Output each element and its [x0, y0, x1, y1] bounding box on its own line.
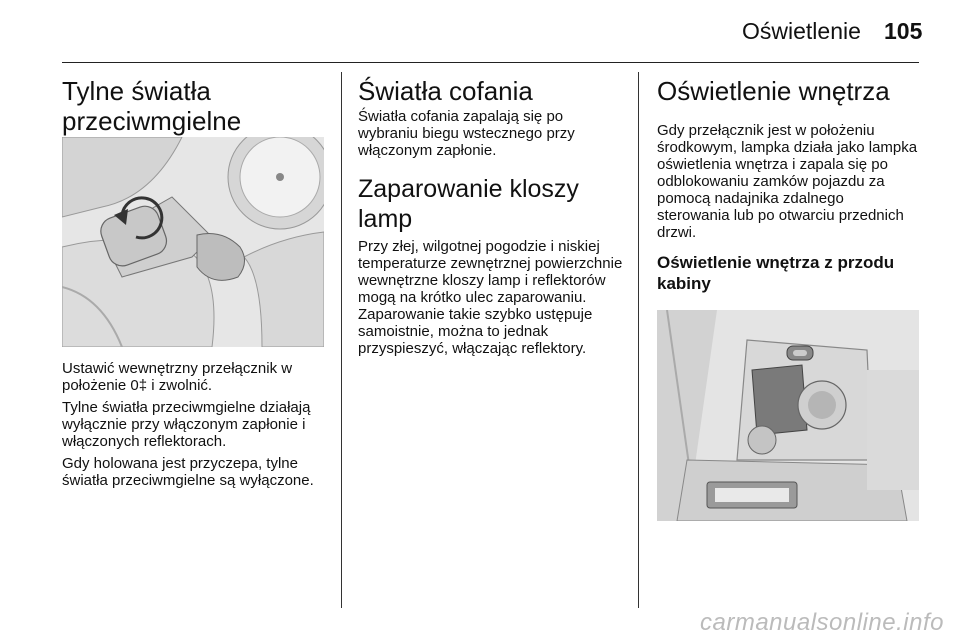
paragraph: Światła cofania zapalają się po wybraniu biegu wstecznego przy włączonym zapłonie.: [358, 108, 575, 159]
column-rear-fog: [62, 76, 324, 136]
watermark: carmanualsonline.info: [700, 609, 944, 636]
heading-rear-fog-lights: Tylne światła przeciwmgielne: [62, 76, 242, 136]
header-rule: [62, 62, 919, 63]
paragraph: Gdy przełącznik jest w położeniu środkowym, lampka działa jako lampka oświetlenia wnętrza i zapala się po odblokowaniu zamków pojazdu za pomocą nadajnika zdalnego sterowania lub po otwarciu przednich drzwi.: [657, 122, 918, 241]
heading-interior-lighting: Oświetlenie wnętrza: [657, 76, 890, 106]
column-divider: [638, 72, 639, 608]
column-reversing-lights: [358, 76, 624, 357]
page-section-title: Oświetlenie: [742, 18, 861, 44]
rear-fog-light-switch-figure-art: [62, 137, 324, 347]
heading-reversing-lights: Światła cofania: [358, 76, 533, 106]
page-number: 105: [884, 18, 923, 44]
column-divider: [341, 72, 342, 608]
paragraph: Gdy holowana jest przyczepa, tylne światła przeciwmgielne są wyłączone.: [62, 455, 314, 489]
rear-fog-light-switch-figure: [62, 137, 324, 347]
rear-fog-light-symbol-icon: 0‡: [130, 377, 148, 394]
text: Ustawić wewnętrzny przełącznik w położenie: [62, 360, 293, 394]
column-rear-fog-text: [62, 360, 324, 489]
front-interior-light-figure-art: [657, 310, 919, 521]
heading-lamp-fogging: Zaparowanie kloszy lamp: [358, 175, 579, 233]
column-interior-lighting: [657, 76, 919, 294]
text: i zwolnić.: [147, 377, 213, 394]
paragraph: Tylne światła przeciwmgielne działają wyłącznie przy włączonym zapłonie i włączonych reflektorach.: [62, 399, 311, 450]
paragraph: Przy złej, wilgotnej pogodzie i niskiej temperaturze zewnętrznej powierzchnie wewnętrzne kloszy lamp i reflektorów mogą na krótko ulec zaparowaniu. Zaparowanie takie szybko ustępuje samoistnie, można to jednak przyspieszyć, włączając reflektory.: [358, 238, 623, 357]
front-interior-light-figure: [657, 310, 919, 521]
subheading-front-interior-light: Oświetlenie wnętrza z przodu kabiny: [657, 253, 895, 293]
paragraph: [62, 360, 324, 394]
